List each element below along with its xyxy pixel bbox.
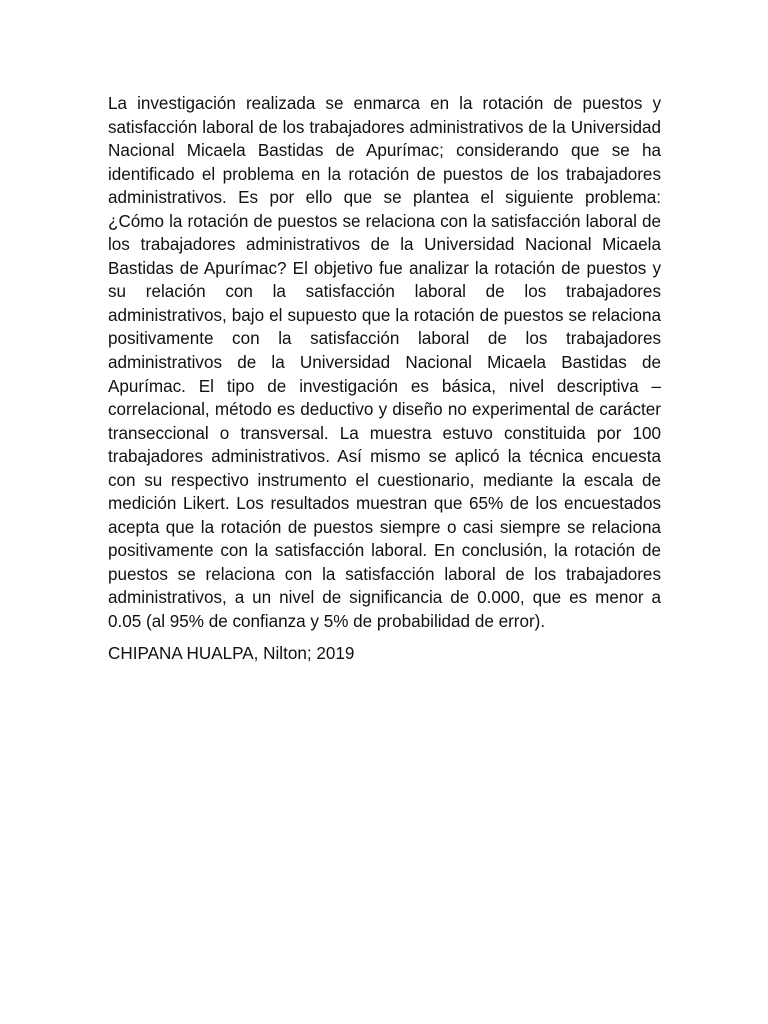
abstract-paragraph: La investigación realizada se enmarca en la rotación de puestos y satisfacción laboral de los trabajadores administrativos de la Universidad Nacional Micaela Bastidas de Apurímac; considerando que se ha identificado el problema en la rotación de puestos de los trabajadores administrativos. Es por ello que se plantea el siguiente problema: ¿Cómo la rotación de puestos se relaciona con la satisfacción laboral de los trabajadores administrativos de la Universidad Nacional Micaela Bastidas de Apurímac? El objetivo fue analizar la rotación de puestos y su relación con la satisfacción laboral de los trabajadores administrativos, bajo el supuesto que la rotación de puestos se relaciona positivamente con la satisfacción laboral de los trabajadores administrativos de la Universidad Nacional Micaela Bastidas de Apurímac. El tipo de investigación es básica, nivel descriptiva – correlacional, método es deductivo y diseño no experimental de carácter transeccional o transversal. La muestra estuvo constituida por 100 trabajadores administrativos. Así mismo se aplicó la técnica encuesta con su respectivo instrumento el cuestionario, mediante la escala de medición Likert. Los resultados muestran que 65% de los encuestados acepta que la rotación de puestos siempre o casi siempre se relaciona positivamente con la satisfacción laboral. En conclusión, la rotación de puestos se relaciona con la satisfacción laboral de los trabajadores administrativos, a un nivel de significancia de 0.000, que es menor a 0.05 (al 95% de confianza y 5% de probabilidad de error).: [108, 94, 661, 632]
author-citation: CHIPANA HUALPA, Nilton; 2019: [108, 643, 355, 663]
text-block: [108, 92, 661, 665]
